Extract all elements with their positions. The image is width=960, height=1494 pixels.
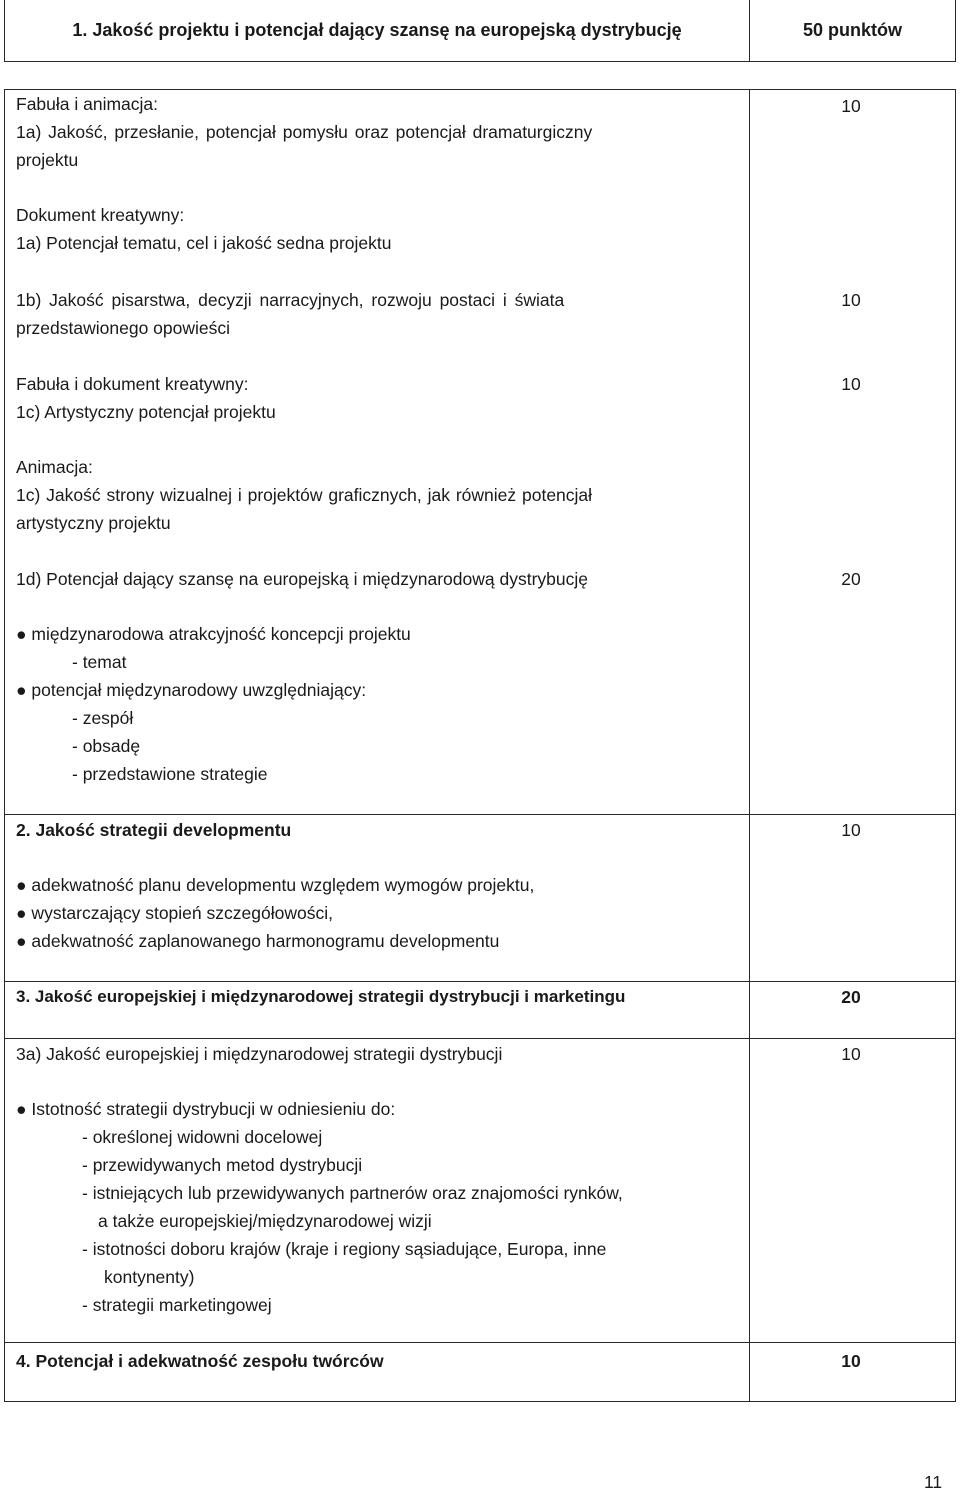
criterion-points: 20	[841, 569, 861, 589]
criterion-text: przedstawionego opowieści	[16, 318, 231, 338]
page-number: 11	[924, 1472, 943, 1492]
criterion-label: Dokument kreatywny:	[16, 205, 185, 225]
bullet-item: ● międzynarodowa atrakcyjność koncepcji projektu	[16, 624, 411, 644]
criterion-points: 10	[841, 96, 861, 116]
criterion-text: 3a) Jakość europejskiej i międzynarodowej strategii dystrybucji	[16, 1044, 503, 1064]
criterion-text: 1d) Potencjał dający szansę na europejską i międzynarodową dystrybucję	[16, 569, 588, 589]
criterion-text: 1c) Artystyczny potencjał projektu	[16, 402, 276, 422]
sub-item: - temat	[72, 652, 127, 672]
sub-item: - obsadę	[72, 736, 141, 756]
criterion-text: 1c) Jakość strony wizualnej i projektów graficznych, jak również potencjał	[16, 485, 593, 505]
bullet-item: ● adekwatność zaplanowanego harmonogramu developmentu	[16, 931, 500, 951]
criterion-heading: 3. Jakość europejskiej i międzynarodowej strategii dystrybucji i marketingu	[16, 987, 626, 1006]
criterion-points: 10	[841, 1044, 861, 1064]
criterion-label: Fabuła i animacja:	[16, 94, 159, 114]
sub-item: - określonej widowni docelowej	[82, 1127, 323, 1147]
sub-item-continuation: kontynenty)	[104, 1267, 195, 1287]
criterion-points: 10	[841, 374, 861, 394]
criterion-text: 1a) Jakość, przesłanie, potencjał pomysłu oraz potencjał dramaturgiczny	[16, 122, 593, 142]
header-table	[4, 0, 956, 62]
criterion-text: 1a) Potencjał tematu, cel i jakość sedna projektu	[16, 233, 392, 253]
sub-item: - strategii marketingowej	[82, 1295, 272, 1315]
criterion-points: 10	[841, 1351, 861, 1371]
criterion-label: Fabuła i dokument kreatywny:	[16, 374, 249, 394]
criterion-text: projektu	[16, 150, 79, 170]
bullet-item: ● wystarczający stopień szczegółowości,	[16, 903, 333, 923]
column-divider	[749, 90, 750, 1401]
sub-item: - przedstawione strategie	[72, 764, 268, 784]
criterion-heading: 2. Jakość strategii developmentu	[16, 820, 292, 840]
section-title: 1. Jakość projektu i potencjał dający szansę na europejską dystrybucję	[72, 19, 682, 40]
bullet-item: ● potencjał międzynarodowy uwzględniający:	[16, 680, 367, 700]
row-divider	[5, 814, 955, 815]
row-divider	[5, 1038, 955, 1039]
criterion-heading: 4. Potencjał i adekwatność zespołu twórców	[16, 1351, 384, 1371]
criterion-text: artystyczny projektu	[16, 513, 171, 533]
sub-item-continuation: a także europejskiej/międzynarodowej wizji	[98, 1211, 432, 1231]
section-total-points: 50 punktów	[749, 0, 955, 61]
sub-item: - przewidywanych metod dystrybucji	[82, 1155, 363, 1175]
bullet-item: ● Istotność strategii dystrybucji w odniesieniu do:	[16, 1099, 396, 1119]
criterion-text: 1b) Jakość pisarstwa, decyzji narracyjnych, rozwoju postaci i świata	[16, 290, 565, 310]
criterion-points: 10	[841, 820, 861, 840]
bullet-item: ● adekwatność planu developmentu względem wymogów projektu,	[16, 875, 535, 895]
row-divider	[5, 981, 955, 982]
sub-item: - istniejących lub przewidywanych partnerów oraz znajomości rynków,	[82, 1183, 623, 1203]
sub-item: - istotności doboru krajów (kraje i regiony sąsiadujące, Europa, inne	[82, 1239, 607, 1259]
criterion-points: 10	[841, 290, 861, 310]
row-divider	[5, 1342, 955, 1343]
criterion-label: Animacja:	[16, 457, 93, 477]
criterion-points: 20	[841, 987, 861, 1007]
sub-item: - zespół	[72, 708, 134, 728]
